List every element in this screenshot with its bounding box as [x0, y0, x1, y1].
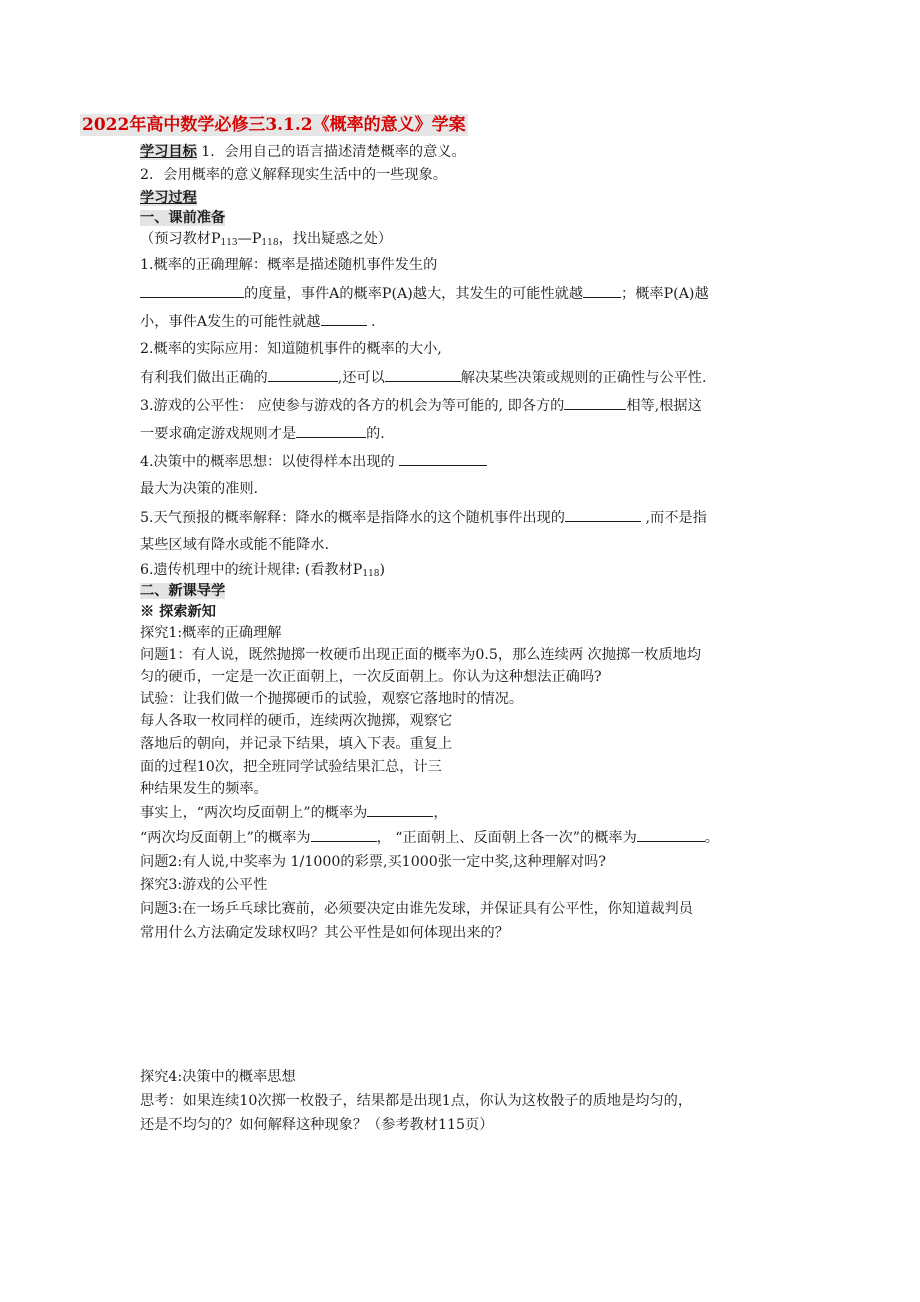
trial-line-1: 试验：让我们做一个抛掷硬币的试验，观察它落地时的情况。 [140, 691, 524, 707]
q2-line-2: 有利我们做出正确的 ,还可以 解决某些决策或规则的正确性与公平性. [140, 370, 707, 386]
problem-2: 问题2:有人说,中奖率为 1/1000的彩票,买1000张一定中奖,这种理解对吗? [140, 854, 606, 870]
objectives-label: 学习目标 [140, 144, 197, 160]
blank-fact-1[interactable] [367, 803, 433, 817]
q5-line-2: 某些区域有降水或能不能降水. [140, 537, 329, 553]
blank-q1-3[interactable] [321, 312, 367, 326]
trial-line-3: 落地后的朝向，并记录下结果，填入下表。重复上 [140, 736, 453, 752]
section2-heading: 二、新课导学 [140, 583, 226, 599]
fact-line-2: “两次均反面朝上”的概率为 ， “正面朝上、反面朝上各一次”的概率为 。 [140, 830, 719, 846]
process-label: 学习过程 [140, 190, 197, 206]
explore-3-heading: 探究3:游戏的公平性 [140, 877, 268, 893]
blank-q4-1[interactable] [399, 452, 487, 466]
objective-2: 2．会用概率的意义解释现实生活中的一些现象。 [140, 167, 447, 183]
blank-q2-1[interactable] [268, 368, 338, 382]
q4-line-2: 最大为决策的准则. [140, 481, 259, 497]
blank-q2-2[interactable] [385, 368, 461, 382]
problem-3-line-1: 问题3:在一场乒乓球比赛前，必须要决定由谁先发球，并保证具有公平性，你知道裁判员 [140, 901, 693, 917]
think-line-1: 思考：如果连续10次掷一枚骰子，结果都是出现1点，你认为这枚骰子的质地是均匀的， [140, 1093, 693, 1109]
problem-1-line-2: 匀的硬币，一定是一次正面朝上，一次反面朝上。你认为这种想法正确吗? [140, 669, 602, 685]
explore-new-heading: ※ 探索新知 [140, 604, 216, 620]
q1-line-3: 小，事件A发生的可能性就越 . [140, 314, 376, 330]
blank-q5-1[interactable] [565, 508, 641, 522]
q4-line-1: 4.决策中的概率思想：以使得样本出现的 [140, 452, 487, 471]
q3-line-2: 一要求确定游戏规则才是 的. [140, 426, 385, 442]
section1-heading: 一、课前准备 [140, 210, 226, 226]
problem-1-line-1: 问题1：有人说，既然抛掷一枚硬币出现正面的概率为0.5，那么连续两 次抛掷一枚质地均 [140, 647, 702, 663]
blank-fact-3[interactable] [637, 828, 705, 842]
fact-line-1: 事实上，“两次均反面朝上”的概率为 ， [140, 805, 448, 821]
blank-q1-1[interactable] [140, 284, 244, 298]
trial-line-5: 种结果发生的频率。 [140, 781, 268, 797]
think-line-2: 还是不均匀的？如何解释这种现象？（参考教材115页） [140, 1117, 494, 1133]
blank-q3-2[interactable] [296, 424, 366, 438]
blank-fact-2[interactable] [311, 828, 377, 842]
blank-q3-1[interactable] [564, 396, 626, 410]
q1-line-1: 1.概率的正确理解：概率是描述随机事件发生的 [140, 257, 438, 273]
q6-line: 6.遗传机理中的统计规律: (看教材$P_{118}$) [140, 562, 386, 579]
document-title: 2022年高中数学必修三3.1.2《概率的意义》学案 [82, 115, 466, 135]
q1-line-2: 的度量，事件A的概率P(A)越大，其发生的可能性就越 ；概率P(A)越 [140, 284, 709, 303]
trial-line-2: 每人各取一枚同样的硬币，连续两次抛掷，观察它 [140, 713, 453, 729]
explore-4-heading: 探究4:决策中的概率思想 [140, 1069, 296, 1085]
objective-1: 1．会用自己的语言描述清楚概率的意义。 [201, 144, 466, 160]
blank-q1-2[interactable] [583, 284, 621, 298]
problem-3-line-2: 常用什么方法确定发球权吗？其公平性是如何体现出来的？ [140, 925, 509, 941]
trial-line-4: 面的过程10次，把全班同学试验结果汇总，计三 [140, 759, 442, 775]
q3-line-1: 3.游戏的公平性： 应使参与游戏的各方的机会为等可能的, 即各方的 相等,根据这 [140, 398, 702, 414]
q2-line-1: 2.概率的实际应用：知道随机事件的概率的大小, [140, 341, 442, 357]
q5-line-1: 5.天气预报的概率解释：降水的概率是指降水的这个随机事件出现的 ,而不是指 [140, 510, 707, 526]
explore-1-heading: 探究1:概率的正确理解 [140, 625, 282, 641]
objectives-line-1 [140, 143, 466, 161]
preview-note: （预习教材$P_{113}—P_{118}$，找出疑惑之处） [140, 231, 393, 248]
